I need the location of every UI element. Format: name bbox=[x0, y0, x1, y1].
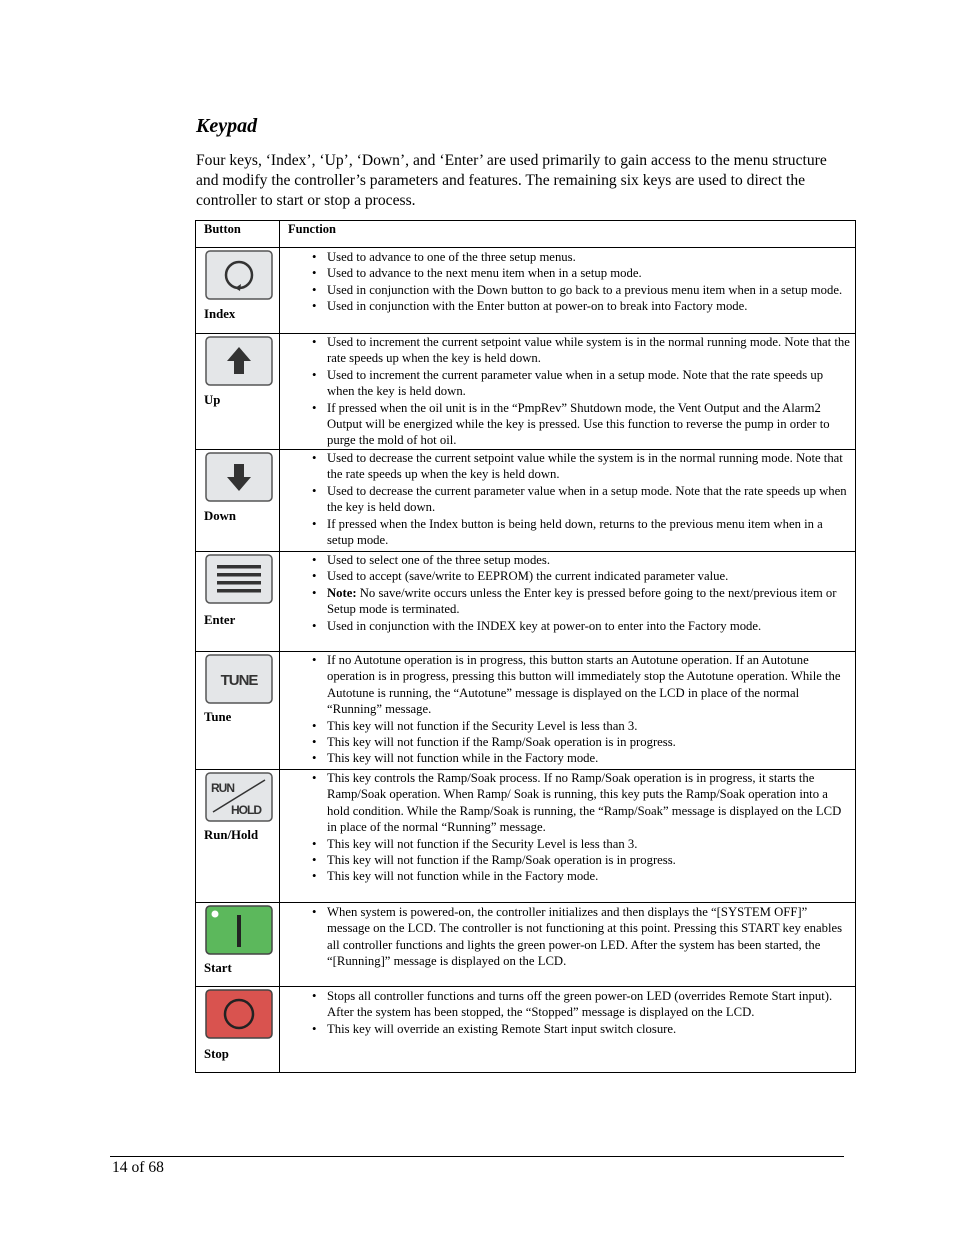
keypad-table bbox=[195, 220, 856, 1073]
table-row-run-hold bbox=[196, 770, 856, 903]
list-item: • Used to accept (save/write to EEPROM) the current indicated parameter value. bbox=[280, 568, 851, 584]
hold-icon-text: HOLD bbox=[231, 803, 261, 817]
key-label-index: Index bbox=[204, 307, 236, 321]
footer-divider bbox=[110, 1156, 844, 1157]
key-label-start: Start bbox=[204, 961, 232, 975]
note-text: No save/write occurs unless the Enter key is pressed before going to the next/previous item or Setup mode is terminated. bbox=[327, 585, 837, 617]
section-heading: Keypad bbox=[196, 115, 258, 137]
down-arrow-icon bbox=[205, 452, 273, 502]
list-item: • If no Autotune operation is in progress, this button starts an Autotune operation. If an Autotune operation is in progress, pressing this button will immediately stop the Autotune operation. While the Autotune is running, the “Autotune” message is displayed on the LCD in place of the normal “Running” message. bbox=[280, 652, 851, 718]
run-icon-text: RUN bbox=[211, 781, 234, 795]
list-item: • When system is powered-on, the controller initializes and then displays the “[SYSTEM OFF]” message on the LCD. The controller is not functioning at this point. Pressing this START key enables all controller functions and lights the green power-on LED. After the system has been started, the “[Running]” message is displayed on the LCD. bbox=[280, 904, 851, 970]
list-item: • This key will override an existing Remote Start input switch closure. bbox=[280, 1021, 851, 1037]
list-item: • This key will not function if the Security Level is less than 3. bbox=[280, 718, 851, 734]
column-header-button: Button bbox=[196, 221, 280, 248]
table-row-up bbox=[196, 334, 856, 450]
list-item: • Used to increment the current parameter value when in a setup mode. Note that the rate speeds up when the key is held down. bbox=[280, 367, 851, 400]
tune-icon bbox=[205, 654, 273, 704]
list-item: • This key will not function if the Ramp/Soak operation is in progress. bbox=[280, 852, 851, 868]
key-label-run-hold: Run/Hold bbox=[204, 828, 259, 842]
list-item: • If pressed when the oil unit is in the “PmpRev” Shutdown mode, the Vent Output and the Alarm2 Output will be energized while the key is pressed. Use this function to reverse the pump in order to purge the mold of hot oil. bbox=[280, 400, 851, 449]
table-row-index bbox=[196, 248, 856, 334]
list-item: • Used to select one of the three setup modes. bbox=[280, 552, 851, 568]
table-row-tune bbox=[196, 652, 856, 770]
key-label-down: Down bbox=[204, 509, 236, 523]
note-label: Note: bbox=[327, 585, 357, 600]
table-header-row bbox=[196, 221, 856, 248]
table-row-down bbox=[196, 450, 856, 552]
list-item: • Used to increment the current setpoint value while system is in the normal running mode. Note that the rate speeds up when the key is held down. bbox=[280, 334, 851, 367]
key-label-tune: Tune bbox=[204, 710, 232, 724]
page-number: 14 of 68 bbox=[112, 1159, 164, 1176]
key-label-up: Up bbox=[204, 393, 221, 407]
run-hold-icon bbox=[205, 772, 273, 822]
list-item: • This key controls the Ramp/Soak process. If no Ramp/Soak operation is in progress, it starts the Ramp/Soak operation. When Ramp/ Soak is running, this key puts the Ramp/Soak operation into a hold condition. While the Ramp/Soak is running, the “Ramp/Soak” message is displayed on the LCD in place of the normal “Running” message. bbox=[280, 770, 851, 836]
key-label-stop: Stop bbox=[204, 1047, 229, 1061]
list-item: • Used to decrease the current parameter value when in a setup mode. Note that the rate speeds up when the key is held down. bbox=[280, 483, 851, 516]
list-item: • Used to advance to one of the three setup menus. bbox=[280, 249, 851, 265]
up-arrow-icon bbox=[205, 336, 273, 386]
list-item: • This key will not function if the Security Level is less than 3. bbox=[280, 836, 851, 852]
start-icon bbox=[205, 905, 273, 955]
list-item: • If pressed when the Index button is being held down, returns to the previous menu item when in a setup mode. bbox=[280, 516, 851, 549]
intro-paragraph: Four keys, ‘Index’, ‘Up’, ‘Down’, and ‘Enter’ are used primarily to gain access to the menu structure and modify the controller’s parameters and features. The remaining six keys are used to direct the controller to start or stop a process. bbox=[196, 152, 827, 209]
list-item: • This key will not function while in the Factory mode. bbox=[280, 868, 851, 884]
list-item: • Used in conjunction with the Enter button at power-on to break into Factory mode. bbox=[280, 298, 851, 314]
list-item: • Used to advance to the next menu item when in a setup mode. bbox=[280, 265, 851, 281]
list-item: • Used in conjunction with the Down button to go back to a previous menu item when in a setup mode. bbox=[280, 282, 851, 298]
index-icon bbox=[205, 250, 273, 300]
table-row-stop bbox=[196, 987, 856, 1073]
list-item: • This key will not function if the Ramp/Soak operation is in progress. bbox=[280, 734, 851, 750]
list-item: • Used to decrease the current setpoint value while the system is in the normal running mode. Note that the rate speeds up when the key is held down. bbox=[280, 450, 851, 483]
table-row-start bbox=[196, 903, 856, 987]
tune-icon-text: TUNE bbox=[220, 672, 258, 689]
list-item: • Used in conjunction with the INDEX key at power-on to enter into the Factory mode. bbox=[280, 618, 851, 634]
stop-icon bbox=[205, 989, 273, 1039]
key-label-enter: Enter bbox=[204, 613, 236, 627]
list-item bbox=[280, 585, 851, 618]
column-header-function: Function bbox=[280, 221, 856, 248]
table-row-enter bbox=[196, 552, 856, 652]
list-item: • This key will not function while in the Factory mode. bbox=[280, 750, 851, 766]
enter-icon bbox=[205, 554, 273, 604]
list-item: • Stops all controller functions and turns off the green power-on LED (overrides Remote Start input). After the system has been stopped, the “Stopped” message is displayed on the LCD. bbox=[280, 988, 851, 1021]
